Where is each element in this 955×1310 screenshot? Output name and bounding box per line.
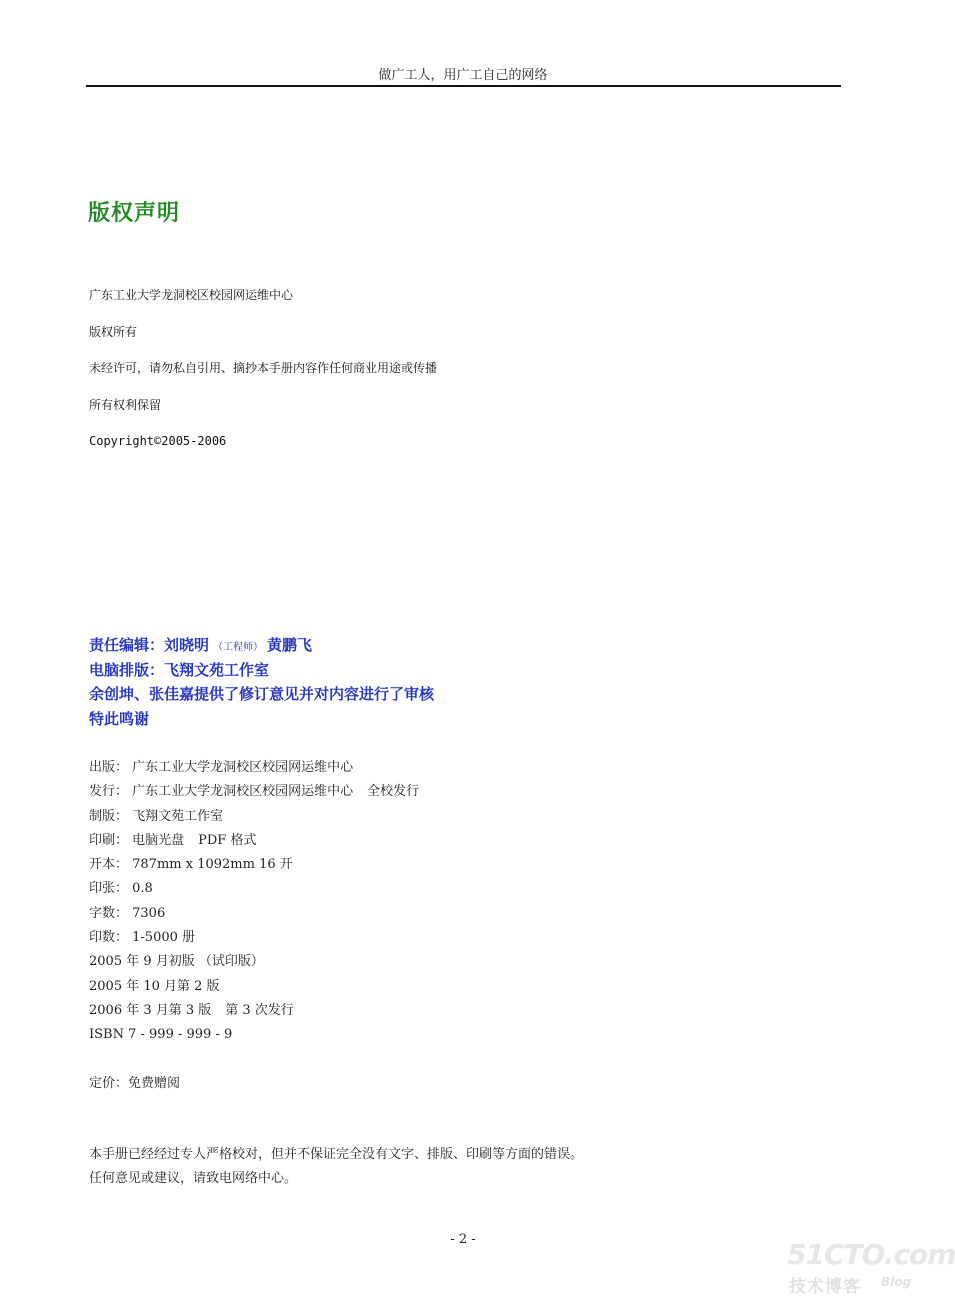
pub-word-count: 字数： 7306 [89, 905, 166, 921]
pub-issuer-scope: 全校发行 [367, 784, 420, 800]
notes-block [89, 1145, 583, 1193]
pub-print-format: PDF 格式 [198, 832, 257, 848]
page-header: 做广工人，用广工自己的网络 [378, 68, 548, 83]
pub-sheets: 印张： 0.8 [89, 881, 153, 897]
pub-issuer [89, 782, 419, 806]
pub-issuer-text: 发行： 广东工业大学龙洞校区校园网运维中心 [89, 784, 354, 800]
copyright-reserved: 版权所有 [89, 324, 138, 339]
pub-edition-1: 2005 年 9 月初版 （试印版） [89, 954, 264, 970]
copyright-restriction: 未经许可，请勿私自引用、摘抄本手册内容作任何商业用途或传播 [89, 361, 438, 375]
pub-copies: 印数： 1-5000 册 [89, 930, 196, 946]
editor-title: （工程师） [213, 642, 264, 653]
pub-edition-3-print: 第 3 次发行 [225, 1002, 294, 1018]
pub-isbn: ISBN 7 - 999 - 999 - 9 [89, 1027, 233, 1043]
editor-label: 责任编辑：刘晓明 [89, 636, 210, 654]
watermark-sub: 技术博客 [789, 1277, 861, 1297]
copyright-block [89, 286, 437, 469]
header-rule [86, 85, 841, 87]
page-number: - 2 - [450, 1232, 476, 1247]
credits-typeset: 电脑排版：飞翔文苑工作室 [89, 660, 270, 679]
pub-edition-2: 2005 年 10 月第 2 版 [89, 978, 220, 994]
price-line: 定价：免费赠阅 [89, 1076, 181, 1091]
watermark-tag: Blog [881, 1275, 912, 1289]
pub-edition-3 [89, 1001, 419, 1025]
pub-print [89, 831, 419, 855]
copyright-owner: 广东工业大学龙洞校区校园网运维中心 [89, 288, 294, 302]
note-contact: 任何意见或建议，请致电网络中心。 [89, 1171, 298, 1186]
copyright-notice: Copyright©2005-2006 [89, 434, 227, 448]
pub-edition-3-text: 2006 年 3 月第 3 版 [89, 1002, 212, 1018]
pub-plate: 制版： 飞翔文苑工作室 [89, 808, 224, 824]
copyright-rights: 所有权利保留 [89, 397, 162, 412]
pub-publisher: 出版： 广东工业大学龙洞校区校园网运维中心 [89, 760, 354, 775]
editor-second: 黄鹏飞 [267, 636, 313, 654]
pub-format: 开本： 787mm x 1092mm 16 开 [89, 857, 293, 873]
page-title: 版权声明 [88, 201, 181, 226]
credits-thanks: 特此鸣谢 [89, 709, 150, 728]
watermark-main: 51CTO.com [787, 1238, 955, 1271]
watermark-logo [785, 1238, 955, 1298]
publication-info [89, 758, 419, 1050]
credits-block [89, 634, 434, 732]
pub-print-text: 印刷： 电脑光盘 [89, 832, 185, 848]
note-errata: 本手册已经经过专人严格校对，但并不保证完全没有文字、排版、印刷等方面的错误。 [89, 1147, 584, 1162]
credits-editor [89, 634, 434, 659]
credits-reviewers: 余创坤、张佳嘉提供了修订意见并对内容进行了审核 [89, 685, 435, 703]
